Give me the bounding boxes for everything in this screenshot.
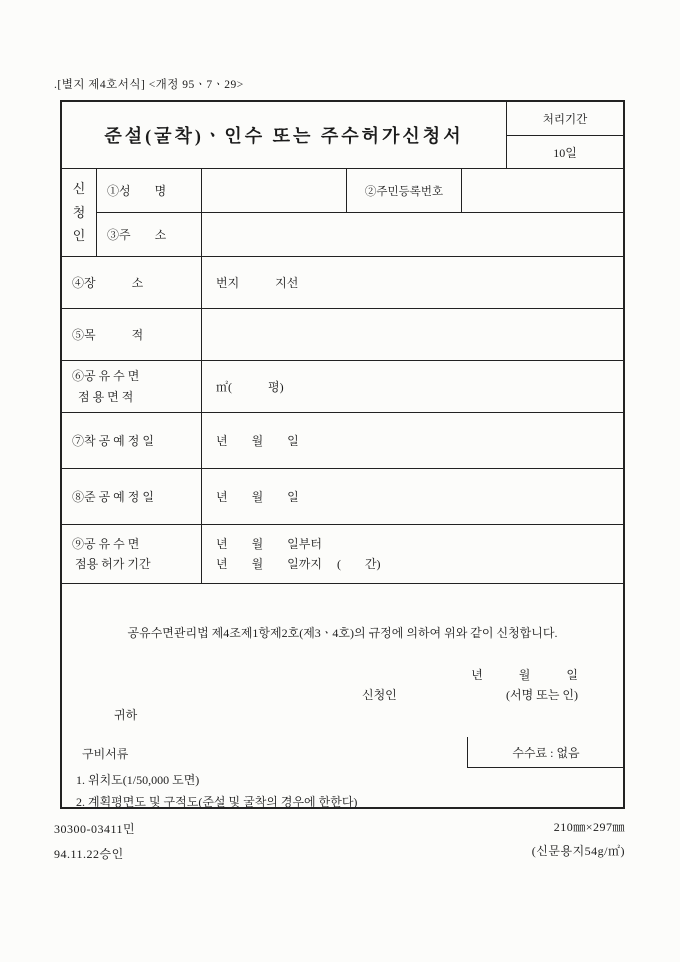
area-label-line1: ⑥공 유 수 면 [72,369,140,384]
completion-date-content: 년 월 일 [202,469,623,525]
address-value-cell [202,213,623,257]
start-date-label: ⑦착 공 예 정 일 [62,413,202,469]
address-label: ③주 소 [97,213,202,257]
declaration-body: 공유수면관리법 제4조제1항제2호(제3ㆍ4호)의 규정에 의하여 위와 같이 신청합니다. [127,626,558,640]
name-value-cell [202,169,347,213]
start-date-content: 년 월 일 [202,413,623,469]
area-label [62,361,202,413]
declaration-section [62,584,623,737]
processing-period-label: 처리기간 [507,102,623,136]
form-table [60,100,625,809]
documents-section [62,737,623,807]
declaration-sign-note: (서명 또는 인) [506,688,578,702]
form-reference: .[별지 제4호서식] <개정 95ㆍ7ㆍ29> [54,79,244,91]
form-title: 준설(굴착)ㆍ인수 또는 주수허가신청서 [62,102,507,169]
completion-date-label: ⑧준 공 예 정 일 [62,469,202,525]
document-item-2: 2. 계획평면도 및 구적도(준설 및 굴착의 경우에 한한다) [76,795,358,809]
permit-period-label-line2: 점용 허가 기간 [72,557,151,571]
declaration-date-line: 년 월 일 [471,668,578,682]
permit-period-label-line1: ⑨공 유 수 면 [72,536,140,551]
area-content: ㎡( 평) [202,361,623,413]
paper-spec: (신문용지54g/㎡) [531,844,625,858]
permit-period-content-line2: 년 월 일까지 ( 간) [216,557,381,571]
document-item-1: 1. 위치도(1/50,000 도면) [76,773,200,787]
declaration-applicant-label: 신청인 [362,688,397,702]
area-label-line2: 점 용 면 적 [72,389,134,404]
name-label: ①성 명 [97,169,202,213]
fee-cell: 수수료 : 없음 [467,737,624,768]
permit-period-content-line1: 년 월 일부터 [216,536,322,551]
location-content: 번지 지선 [202,257,623,309]
approval-date: 94.11.22승인 [54,847,124,861]
permit-period-label [62,525,202,584]
regno-value-cell [462,169,623,213]
regno-label: ②주민등록번호 [347,169,462,213]
paper-size: 210㎜×297㎜ [553,820,625,834]
processing-period-value: 10일 [507,136,623,169]
location-label: ④장 소 [62,257,202,309]
permit-period-content [202,525,623,584]
documents-header: 구비서류 [82,747,129,761]
applicant-section-cell [62,169,97,257]
purpose-content [202,309,623,361]
declaration-recipient: 귀하 [114,708,138,722]
purpose-label: ⑤목 적 [62,309,202,361]
applicant-section-label: 신청인 [72,181,86,244]
form-number: 30300-03411민 [54,822,136,836]
